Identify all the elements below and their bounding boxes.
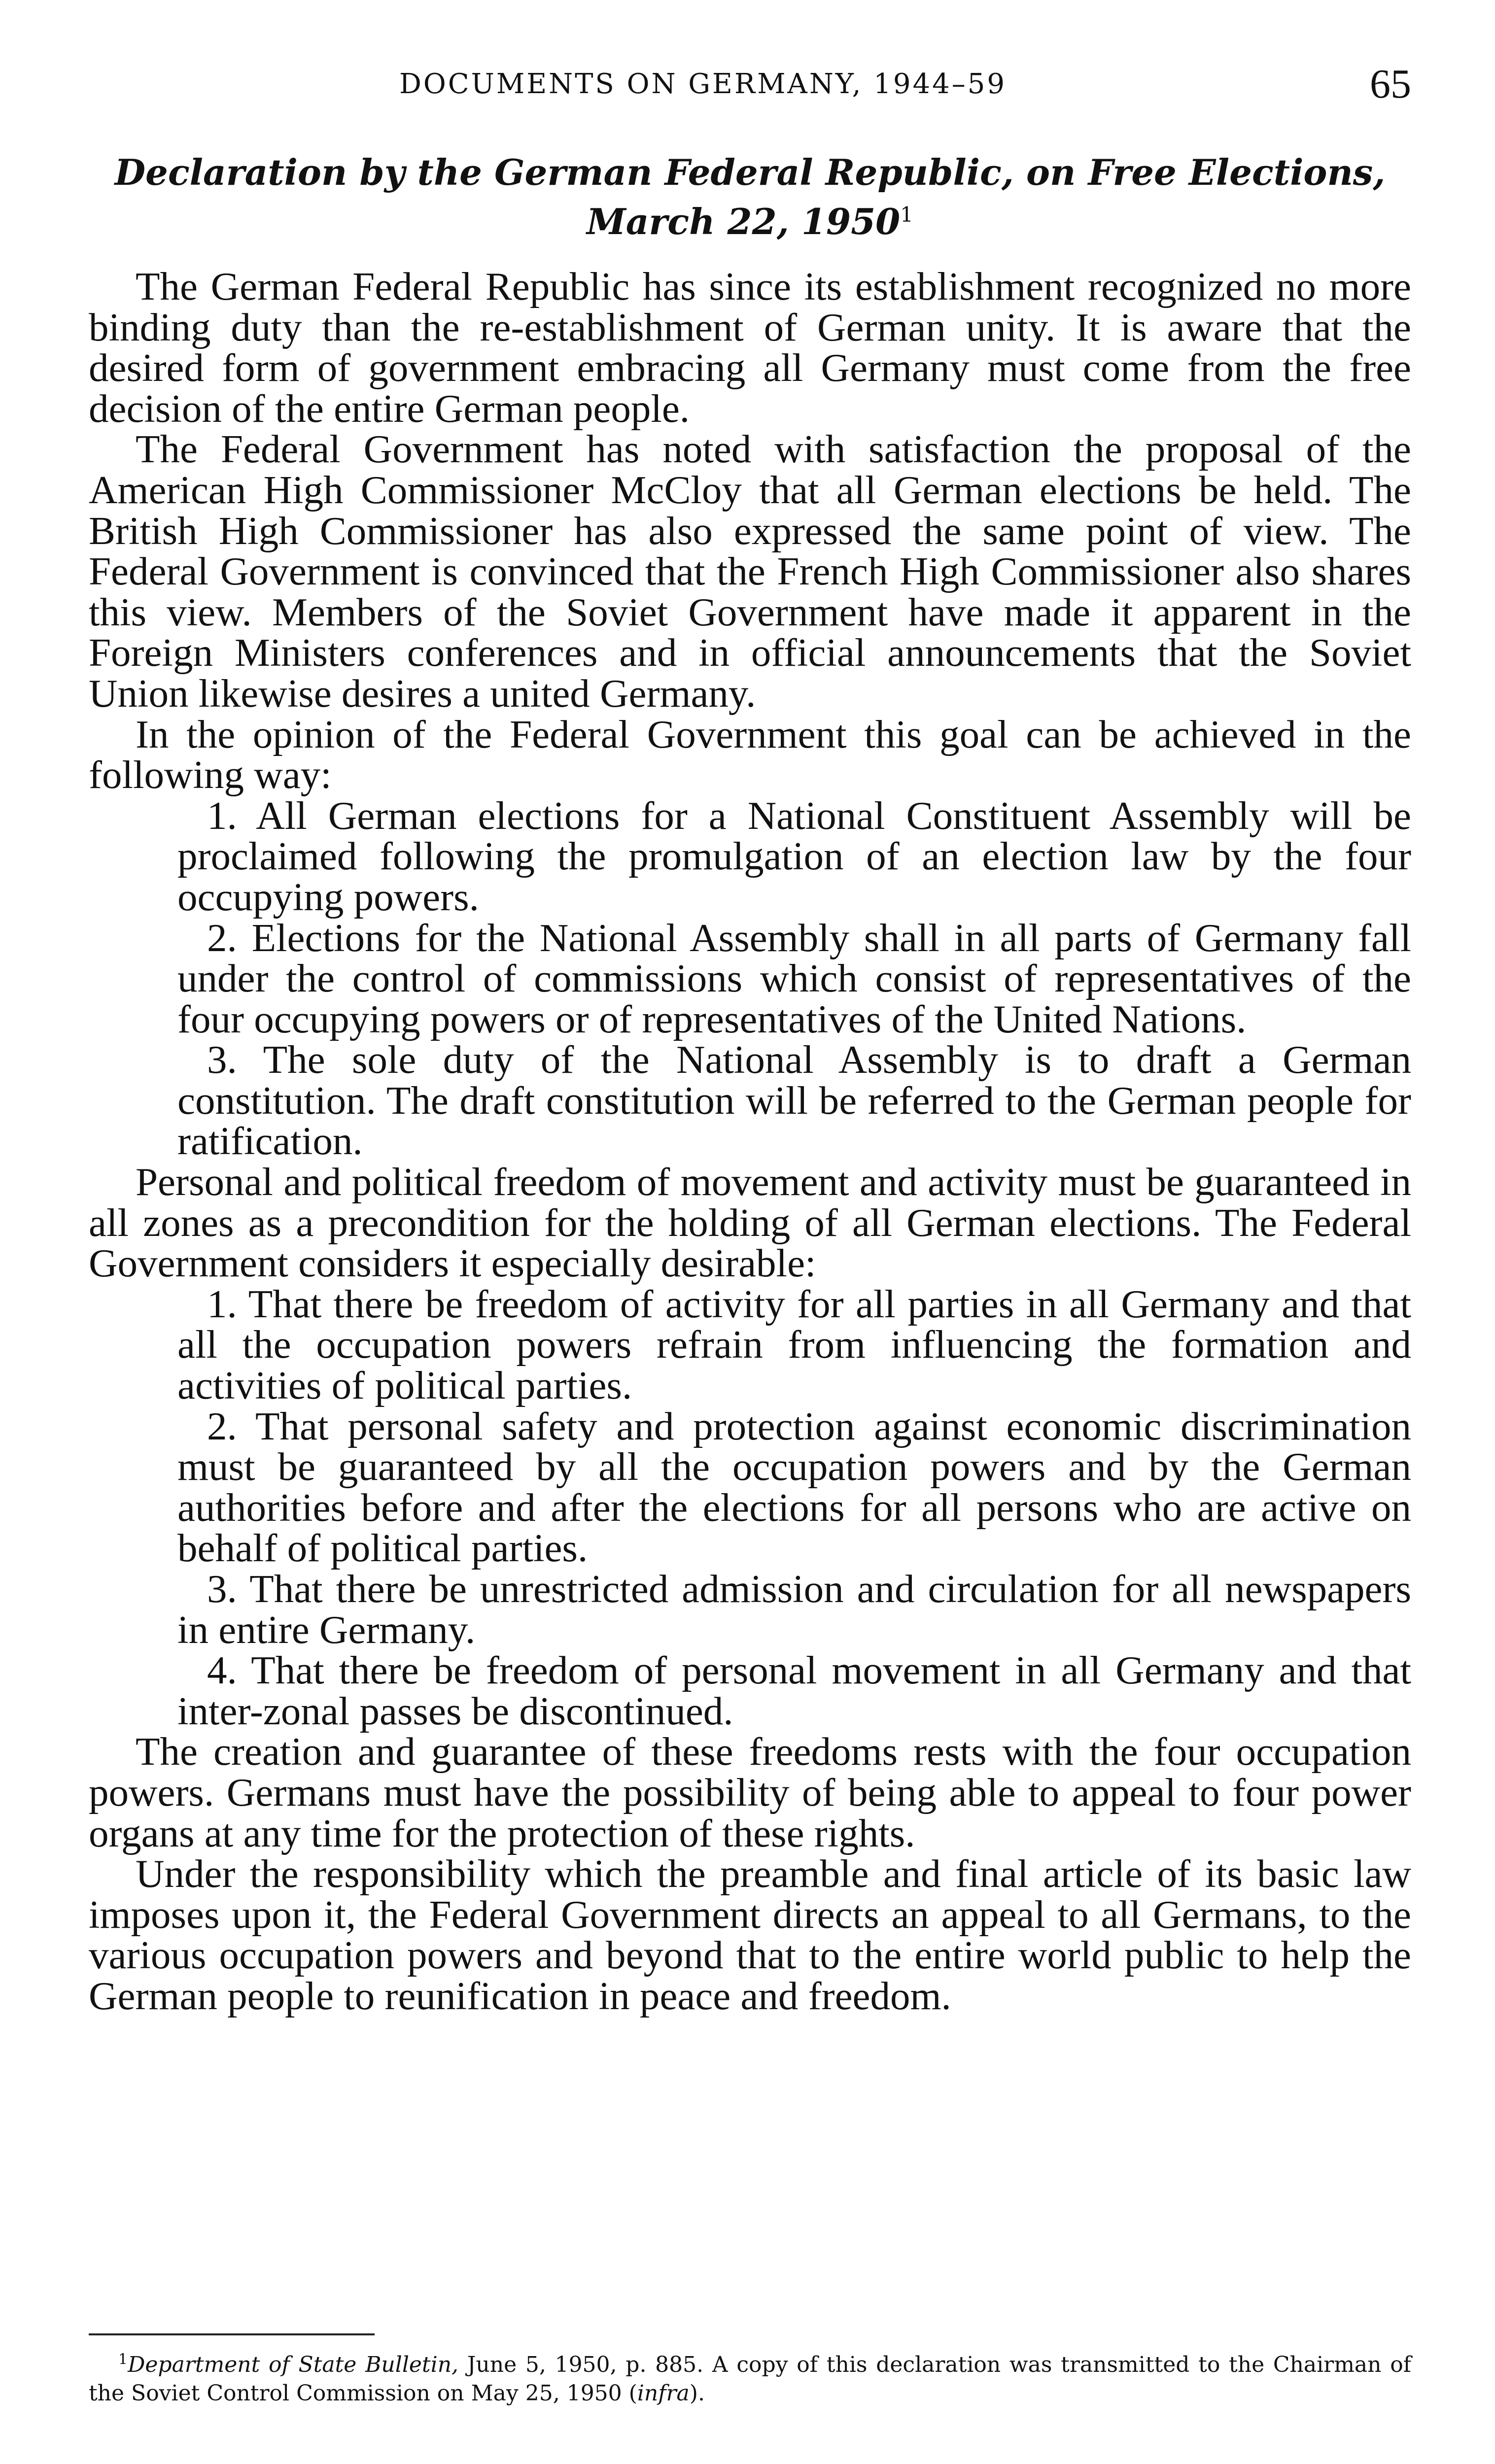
footnote-source: Department of State Bulletin, [128,2352,459,2377]
list-item: 2. That personal safety and protection against economic discrimination must be guaranteed by all the occupation powers and by the German authorities before and after the elections for all persons who are active on behalf of political parties. [177,1403,1411,1571]
title-line-1: Declaration by the German Federal Republic, on Free Elections, [114,151,1386,193]
footnote-divider [89,2333,375,2335]
list-item: 4. That there be freedom of personal movement in all Germany and that inter-zonal passes be discontinued. [177,1648,1411,1733]
paragraph: The Federal Government has noted with satisfaction the proposal of the American High Commissioner McCloy that all German elections be held. The British High Commissioner has also expressed the same point of view. The Federal Government is convinced that the French High Commissioner also shares this view. Members of the Soviet Government have made it apparent in the Foreign Ministers conferences and in official announcements that the Soviet Union likewise desires a united Germany. [89,427,1411,716]
paragraph: Personal and political freedom of movement and activity must be guaranteed in all zones as a precondition for the holding of all German elections. The Federal Government considers it especially desirable: [89,1160,1411,1286]
paragraph: The creation and guarantee of these freedoms rests with the four occupation powers. Germans must have the possibility of being able to appeal to four power organs at any time for the protection of these rights. [89,1729,1411,1855]
list-item: 1. That there be freedom of activity for all parties in all Germany and that all the occupation powers refrain from influencing the formation and activities of political parties. [177,1281,1411,1408]
list-item: 3. That there be unrestricted admission and circulation for all newspapers in entire Germany. [177,1567,1411,1652]
footnote-marker: 1 [118,2351,128,2368]
list-item: 3. The sole duty of the National Assembly is to draft a German constitution. The draft constitution will be referred to the German people for ratification. [177,1037,1411,1164]
running-head [89,63,1411,112]
document-title [89,148,1411,246]
running-title: DOCUMENTS ON GERMANY, 1944–59 [399,68,1007,100]
list-item: 1. All German elections for a National Constituent Assembly will be proclaimed following the promulgation of an election law by the four occupying powers. [177,793,1411,919]
footnote-text: June 5, 1950, p. 885. A copy of this declaration was transmitted to the Chairman of the Soviet Control Commission on May 25, 1950 ( [89,2352,1412,2406]
title-footnote-marker[interactable]: 1 [900,203,913,227]
paragraph: In the opinion of the Federal Government this goal can be achieved in the following way: [89,712,1411,797]
title-line-2 [89,197,1411,246]
paragraph: The German Federal Republic has since its establishment recognized no more binding duty than the re-establishment of German unity. It is aware that the desired form of government embracing all Germany must come from the free decision of the entire German people. [89,264,1411,431]
page-number: 65 [1370,61,1411,107]
footnote [89,2351,1411,2408]
freedom-list [89,1281,1411,1733]
paragraph: Under the responsibility which the preamble and final article of its basic law imposes upon it, the Federal Government directs an appeal to all Germans, to the various occupation powers and beyond that to the entire world public to help the German people to reunification in peace and freedom. [89,1851,1411,2018]
title-date: March 22, 1950 [587,201,901,242]
footnote-tail: ). [689,2381,705,2406]
procedure-list [89,795,1411,1162]
footnote-reference: infra [637,2381,690,2406]
document-body [89,266,1411,2017]
list-item: 2. Elections for the National Assembly shall in all parts of Germany fall under the control of commissions which consist of representatives of the four occupying powers or of representatives of the United Nations. [177,915,1411,1041]
